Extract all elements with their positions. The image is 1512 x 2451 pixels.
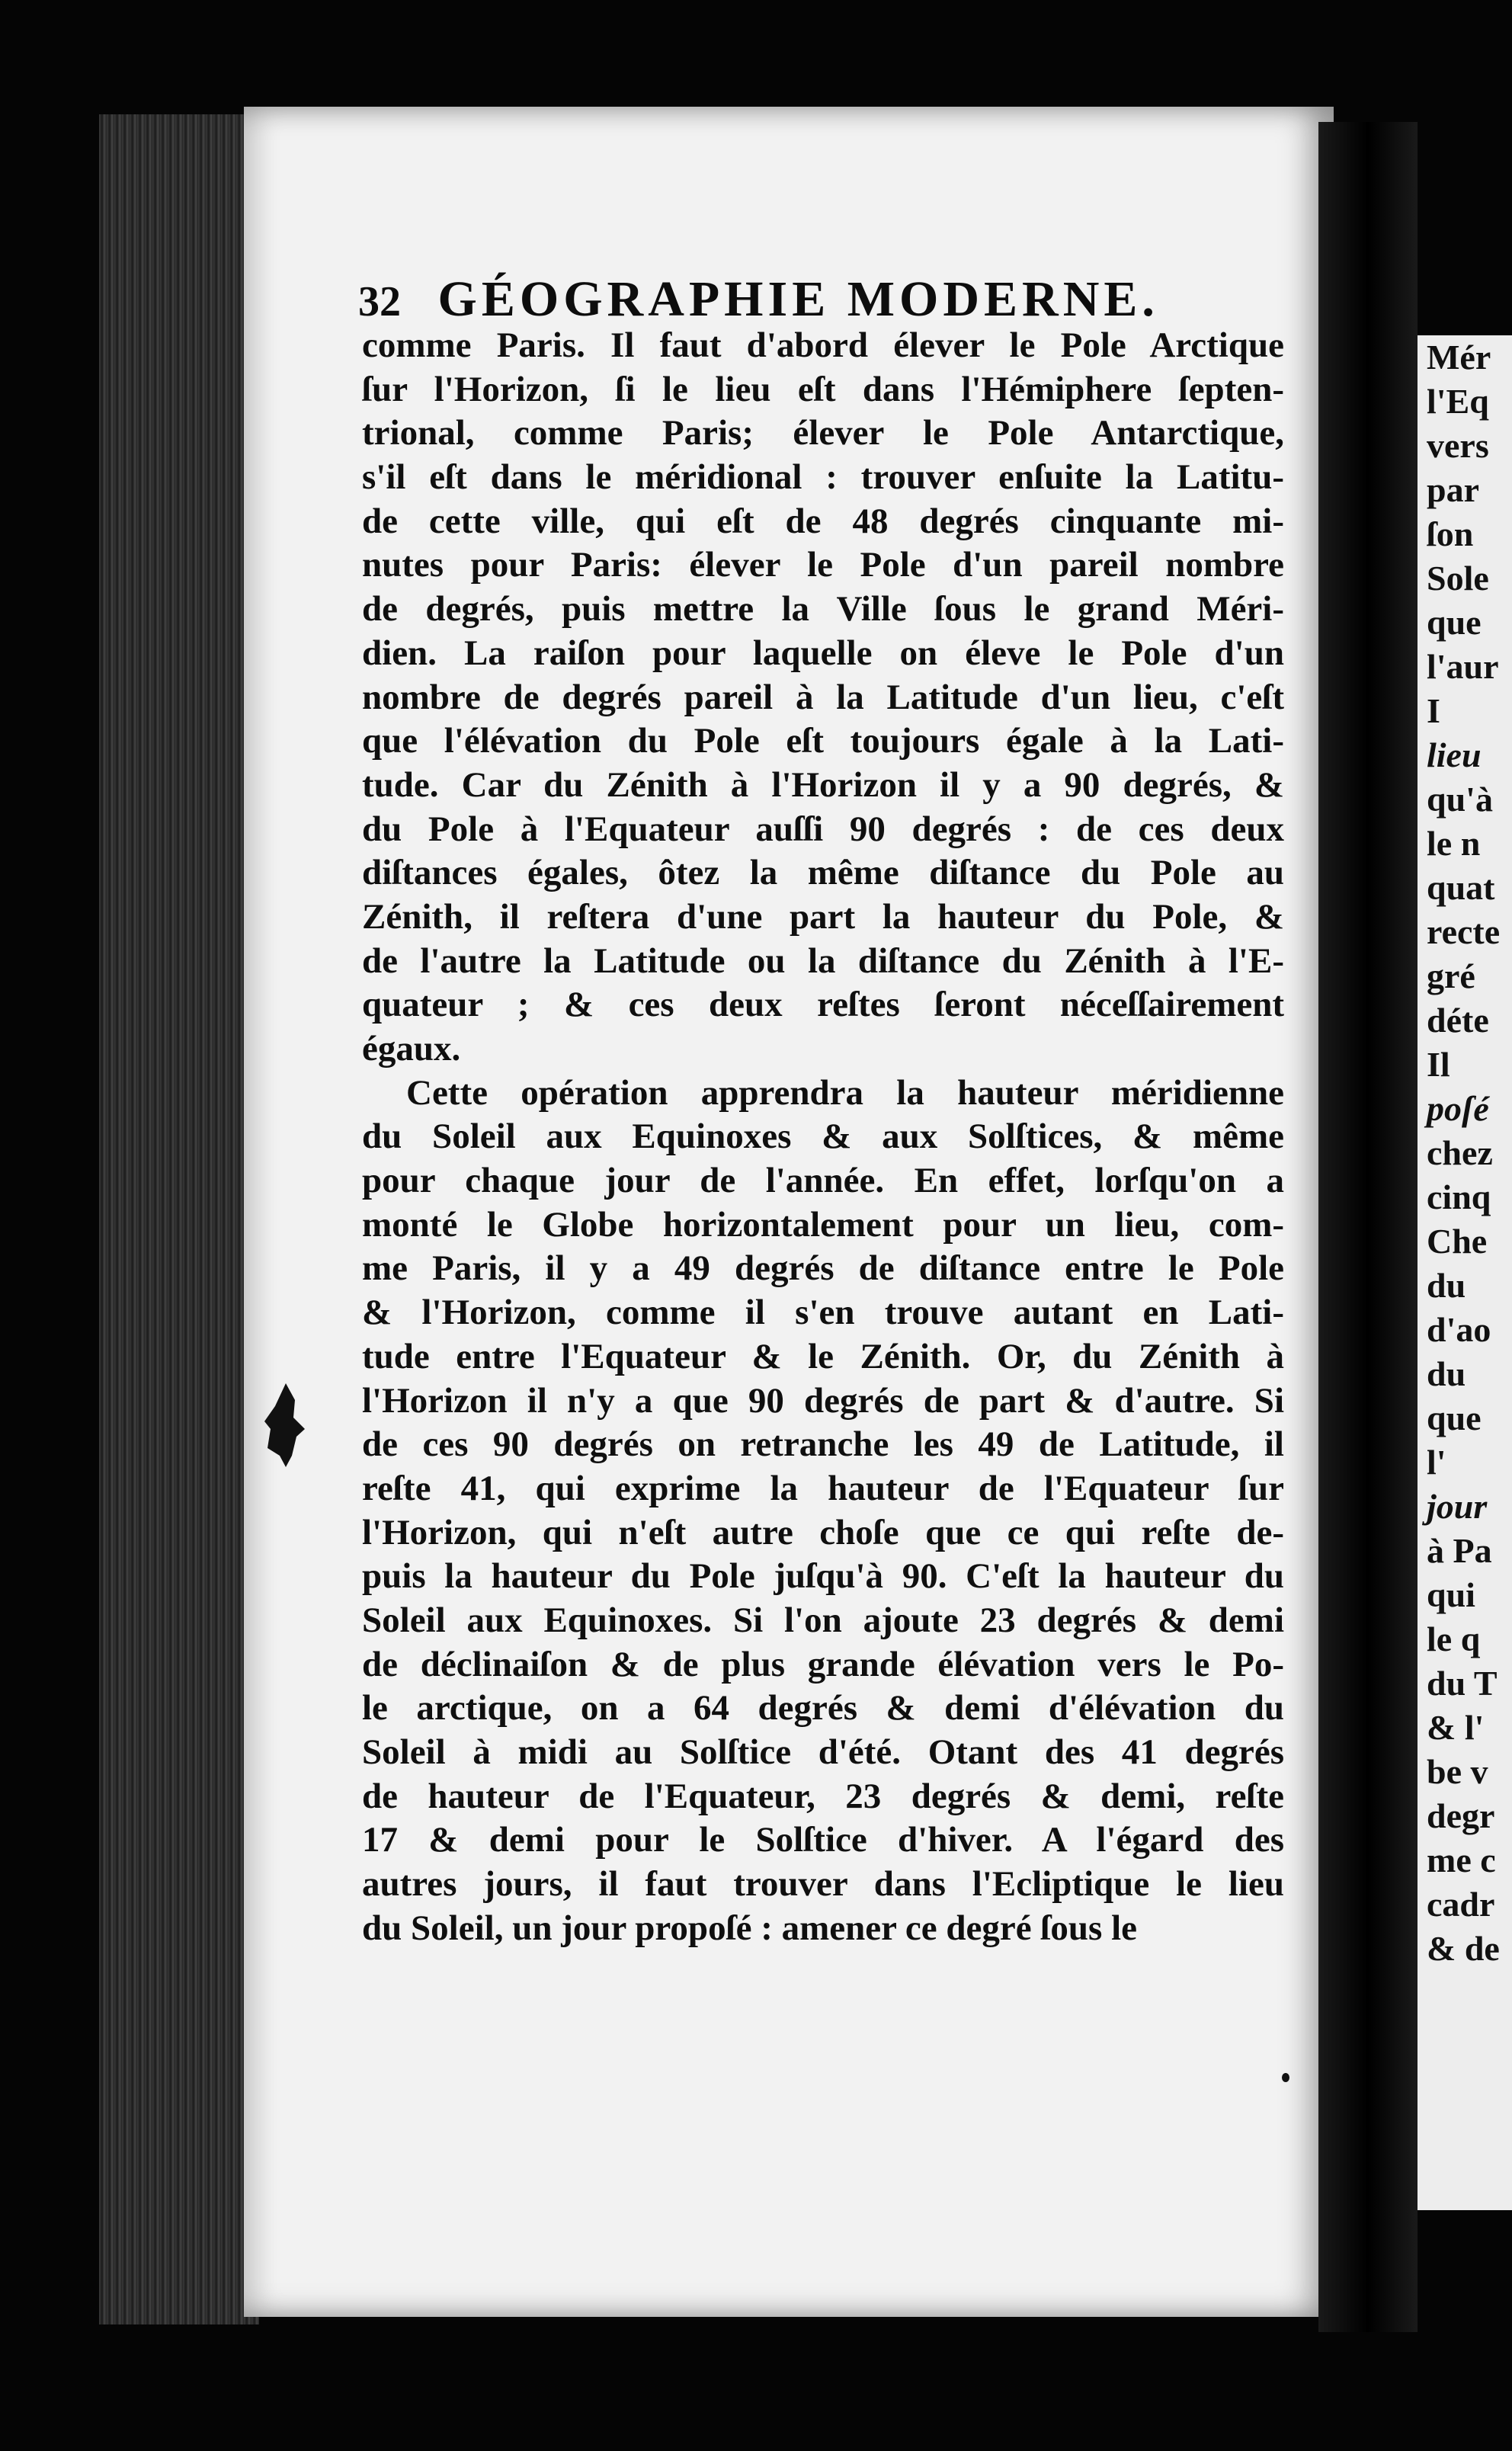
text-line: dien. La raiſon pour laquelle on éleve le Pole d'un: [362, 633, 1284, 673]
text-line-fragment: l'Eq: [1427, 382, 1489, 421]
text-line-fragment: cadr: [1427, 1885, 1495, 1924]
text-line: Soleil à midi au Solſtice d'été. Otant des 41 degrés: [362, 1732, 1284, 1772]
text-line: quateur ; & ces deux reſtes ſeront néceſſairement: [362, 985, 1284, 1025]
text-line-fragment: l'aur: [1427, 647, 1499, 686]
text-line-fragment: & de: [1427, 1929, 1500, 1968]
text-line: ſur l'Horizon, ſi le lieu eſt dans l'Hémiphere ſepten-: [362, 369, 1284, 409]
text-line: l'Horizon il n'y a que 90 degrés de part & d'autre. Si: [362, 1380, 1284, 1421]
text-line: l'Horizon, qui n'eſt autre choſe que ce qui reſte de-: [362, 1512, 1284, 1552]
text-line-fragment: Mér: [1427, 338, 1491, 376]
text-line-fragment: ſon: [1427, 514, 1474, 553]
text-line-fragment: le n: [1427, 824, 1481, 863]
text-line-fragment: du T: [1427, 1664, 1498, 1703]
text-line-fragment: I: [1427, 691, 1440, 730]
text-line-fragment: degr: [1427, 1796, 1495, 1835]
text-line-fragment: chez: [1427, 1133, 1493, 1172]
text-line-fragment: que: [1427, 603, 1482, 642]
text-line: puis la hauteur du Pole juſqu'à 90. C'eſt la hauteur du: [362, 1556, 1284, 1597]
page-number: 32: [358, 278, 401, 325]
text-line: du Soleil, un jour propoſé : amener ce degré ſous le: [362, 1908, 1138, 1948]
text-line: de hauteur de l'Equateur, 23 degrés & demi, reſte: [362, 1776, 1284, 1816]
text-line-fragment: que: [1427, 1399, 1482, 1437]
text-line: de ces 90 degrés on retranche les 49 de Latitude, il: [362, 1424, 1284, 1465]
text-line: de cette ville, qui eſt de 48 degrés cinquante mi-: [362, 501, 1284, 541]
text-line-fragment: qui: [1427, 1575, 1475, 1614]
text-line: de degrés, puis mettre la Ville ſous le grand Méri-: [362, 589, 1284, 630]
text-line: pour chaque jour de l'année. En effet, lorſqu'on a: [362, 1161, 1284, 1201]
right-page-text: [1418, 335, 1512, 1971]
text-line-fragment: poſé: [1427, 1089, 1489, 1128]
text-line-fragment: par: [1427, 470, 1479, 509]
text-line: me Paris, il y a 49 degrés de diſtance entre le Pole: [362, 1248, 1284, 1289]
text-line: trional, comme Paris; élever le Pole Antarctique,: [362, 413, 1284, 453]
text-line-fragment: du: [1427, 1266, 1466, 1305]
text-line: nombre de degrés pareil à la Latitude d'un lieu, c'eſt: [362, 677, 1284, 717]
text-line-fragment: d'ao: [1427, 1310, 1491, 1349]
text-line-fragment: Sole: [1427, 559, 1489, 598]
text-line: comme Paris. Il faut d'abord élever le Pole Arctique: [362, 325, 1284, 365]
text-line-fragment: Il: [1427, 1045, 1450, 1084]
text-line: monté le Globe horizontalement pour un lieu, com-: [362, 1204, 1284, 1245]
text-line: tude. Car du Zénith à l'Horizon il y a 90 degrés, &: [362, 764, 1284, 805]
text-line: Soleil aux Equinoxes. Si l'on ajoute 23 degrés & demi: [362, 1600, 1284, 1640]
text-line: reſte 41, qui exprime la hauteur de l'Equateur ſur: [362, 1468, 1284, 1508]
text-line-fragment: le q: [1427, 1620, 1481, 1658]
text-line: nutes pour Paris: élever le Pole d'un pareil nombre: [362, 545, 1284, 585]
right-page-fragment: [1418, 335, 1512, 2210]
text-line-fragment: recte: [1427, 912, 1501, 951]
text-line-fragment: me c: [1427, 1841, 1496, 1879]
text-line-fragment: Che: [1427, 1222, 1488, 1261]
running-head: [358, 271, 1303, 328]
running-title: GÉOGRAPHIE MODERNE.: [437, 271, 1159, 327]
text-line-fragment: lieu: [1427, 735, 1482, 774]
text-line: & l'Horizon, comme il s'en trouve autant en Lati-: [362, 1293, 1284, 1333]
text-line-fragment: quat: [1427, 868, 1495, 907]
text-line-fragment: du: [1427, 1354, 1466, 1393]
text-line-fragment: à Pa: [1427, 1531, 1492, 1570]
text-line-fragment: & l': [1427, 1708, 1485, 1747]
text-line-fragment: jour: [1427, 1487, 1488, 1526]
text-line-fragment: cinq: [1427, 1177, 1491, 1216]
text-line-fragment: déte: [1427, 1001, 1489, 1040]
text-line: de déclinaiſon & de plus grande élévation vers le Po-: [362, 1644, 1284, 1684]
text-line: du Pole à l'Equateur auſſi 90 degrés : de ces deux: [362, 809, 1284, 849]
text-line: que l'élévation du Pole eſt toujours égale à la Lati-: [362, 721, 1284, 761]
text-line: s'il eſt dans le méridional : trouver enſuite la Latitu-: [362, 457, 1284, 498]
text-line: diſtances égales, ôtez la même diſtance du Pole au: [362, 853, 1284, 893]
text-line: égaux.: [362, 1029, 461, 1069]
ink-speck: [1282, 2073, 1289, 2082]
text-line: tude entre l'Equateur & le Zénith. Or, du Zénith à: [362, 1336, 1284, 1376]
text-line: autres jours, il faut trouver dans l'Ecliptique le lieu: [362, 1864, 1284, 1905]
text-line-fragment: l': [1427, 1443, 1446, 1482]
book-gutter: [1318, 122, 1418, 2332]
text-line: du Soleil aux Equinoxes & aux Solſtices, & même: [362, 1117, 1284, 1157]
text-line-fragment: qu'à: [1427, 780, 1493, 819]
text-line: de l'autre la Latitude ou la diſtance du Zénith à l'E-: [362, 940, 1284, 981]
page-body-text: [362, 324, 1284, 1950]
text-line: le arctique, on a 64 degrés & demi d'élévation du: [362, 1688, 1284, 1729]
text-line-fragment: vers: [1427, 426, 1489, 465]
text-line: 17 & demi pour le Solſtice d'hiver. A l'égard des: [362, 1820, 1284, 1860]
text-line-fragment: gré: [1427, 956, 1475, 995]
book-page-edges: [99, 114, 259, 2324]
text-line-fragment: be v: [1427, 1752, 1488, 1791]
text-line: Zénith, il reſtera d'une part la hauteur du Pole, &: [362, 896, 1284, 937]
text-line: Cette opération apprendra la hauteur méridienne: [406, 1072, 1284, 1113]
ink-blot: [263, 1383, 309, 1467]
